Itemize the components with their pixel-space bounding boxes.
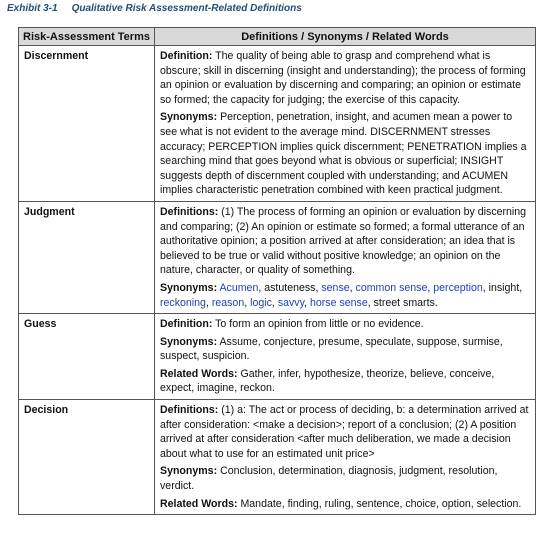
related-words-label: Related Words: (160, 367, 238, 380)
synonyms-paragraph (160, 281, 531, 310)
term-cell: Discernment (19, 46, 155, 202)
synonyms-text: Conclusion, determination, diagnosis, judgment, resolution, verdict. (160, 465, 498, 493)
synonyms-paragraph (160, 464, 531, 493)
synonym-link[interactable]: perception (433, 281, 483, 294)
table-row (19, 314, 536, 400)
column-header-definitions: Definitions / Synonyms / Related Words (155, 28, 536, 46)
related-words-paragraph (160, 367, 531, 396)
synonym-link[interactable]: reason (211, 296, 245, 309)
synonyms-label: Synonyms: (160, 335, 218, 348)
synonym-text-segment: , insight, (482, 281, 523, 294)
synonyms-label: Synonyms: (160, 281, 218, 294)
table-row (19, 201, 536, 313)
definition-paragraph (160, 49, 531, 107)
definition-cell (155, 201, 536, 313)
definition-label: Definition: (160, 50, 213, 62)
term-cell: Decision (19, 400, 155, 515)
term-cell: Judgment (19, 201, 155, 313)
definitions-table (18, 27, 536, 515)
synonym-text-segment: , (205, 296, 212, 309)
exhibit-title: Qualitative Risk Assessment-Related Definitions (71, 3, 302, 14)
synonym-link[interactable]: Acumen (219, 281, 259, 294)
definition-cell (155, 400, 536, 515)
definition-text: (1) The process of forming an opinion or evaluation by discerning and comparing; (2) An opinion or estimate so formed; a formal utterance of an authoritative opinion; a position arrived at after consideration; an idea that is believed to be true or valid without positive knowledge; an opinion on the nature, character, or quality of something. (160, 205, 527, 277)
synonym-text-segment: , astuteness, (258, 281, 322, 294)
exhibit-number: Exhibit 3-1 (7, 3, 58, 14)
definition-text: The quality of being able to grasp and comprehend what is obscure; skill in discerning (insight and understanding); the process of forming an opinion or evaluation by discerning and comparing; an opinion or estimate so formed; the capacity for judging; the exercise of this capacity. (160, 50, 526, 106)
synonyms-text: Perception, penetration, insight, and acumen mean a power to see what is not evident to the average mind. DISCERNMENT stresses accuracy; PERCEPTION implies quick discernment; PENETRATION implies a searching mind that goes beyond what is obvious or superficial; INSIGHT suggests depth of discernment coupled with understanding; and ACUMEN implies characteristic penetration combined with keen practical judgment. (160, 111, 527, 197)
exhibit-caption (7, 3, 302, 14)
synonym-link[interactable]: horse sense (310, 296, 368, 309)
synonyms-paragraph (160, 335, 531, 364)
synonym-text-segment: , (427, 281, 434, 294)
synonyms-text: Assume, conjecture, presume, speculate, suppose, surmise, suspect, suspicion. (160, 335, 503, 363)
definition-label: Definitions: (160, 205, 219, 218)
synonyms-label: Synonyms: (160, 111, 218, 124)
table-row (19, 400, 536, 515)
table-row (19, 46, 536, 202)
synonym-text-segment: , (271, 296, 278, 309)
term-cell: Guess (19, 314, 155, 400)
definition-cell (155, 314, 536, 400)
definition-text: To form an opinion from little or no evidence. (215, 318, 424, 331)
definition-label: Definitions: (160, 404, 219, 417)
synonym-link[interactable]: reckoning (160, 296, 206, 309)
synonym-link[interactable]: savvy (277, 296, 305, 309)
definition-paragraph (160, 205, 531, 278)
synonym-text-segment: , street smarts. (367, 296, 438, 309)
synonym-link[interactable]: sense (321, 281, 350, 294)
definition-cell (155, 46, 536, 202)
synonym-link[interactable]: logic (250, 296, 272, 309)
column-header-terms: Risk-Assessment Terms (19, 28, 155, 46)
definition-paragraph (160, 403, 531, 461)
synonyms-label: Synonyms: (160, 465, 218, 478)
synonym-text-segment: , (349, 281, 356, 294)
related-words-label: Related Words: (160, 497, 238, 510)
definition-text: (1) a: The act or process of deciding, b: a determination arrived at after consideration: <make a decision>; report of a conclusion; (2) A position arrived at after consideration <after much deliberation, we made a decision about what to use for an estimated unit price> (160, 404, 529, 460)
synonyms-paragraph (160, 110, 531, 198)
definition-label: Definition: (160, 318, 213, 331)
synonym-text-segment: , (244, 296, 251, 309)
synonym-text-segment: , (304, 296, 310, 309)
definition-paragraph (160, 317, 531, 332)
related-words-text: Gather, infer, hypothesize, theorize, believe, conceive, expect, imagine, reckon. (160, 367, 495, 395)
related-words-paragraph (160, 497, 531, 512)
synonym-link[interactable]: common sense (355, 281, 428, 294)
table-header-row (19, 28, 536, 46)
related-words-text: Mandate, finding, ruling, sentence, choice, option, selection. (240, 497, 522, 510)
